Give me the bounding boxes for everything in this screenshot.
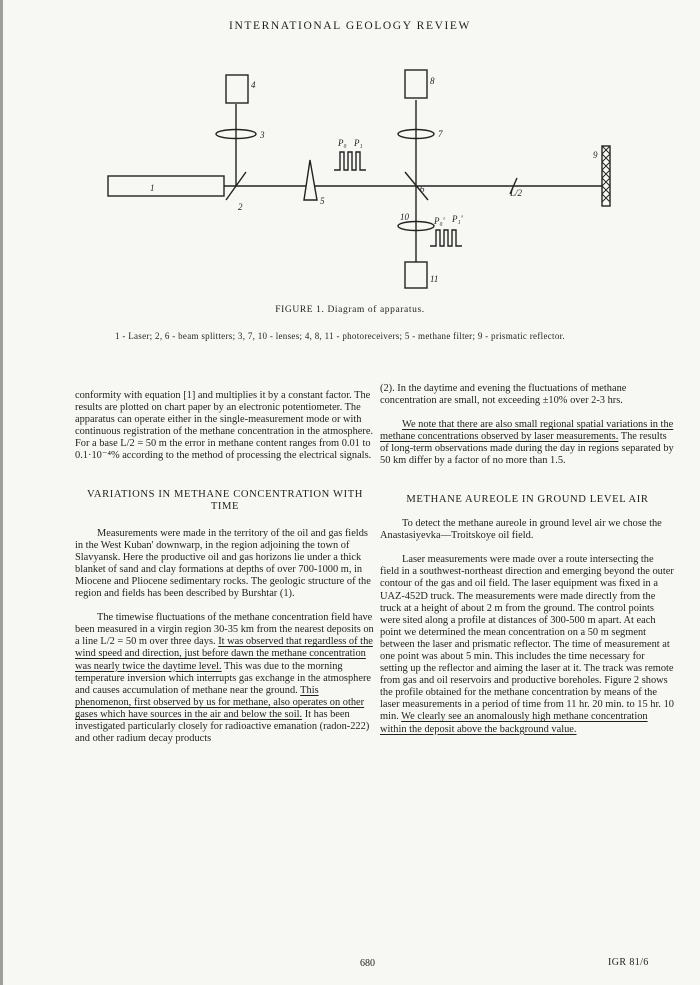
photoreceiver-11 (405, 262, 427, 288)
right-paragraph-1: (2). In the daytime and evening the fluctuations of methane concentration are small, not exceeding ±10% over 2-3 hrs. (380, 383, 627, 407)
label-11: 11 (430, 274, 439, 284)
label-8: 8 (430, 76, 435, 86)
left-p3-end: It has been investigated particularly closely for radioactive emanation (radon-222) and other radium decay products (75, 708, 370, 745)
label-6: 6 (420, 184, 425, 194)
photoreceiver-4 (226, 75, 248, 103)
right-p2-end: The results of long-term observations made during the day in regions separated by 50 km differ by a factor of no more than 1.5. (380, 431, 674, 467)
right-paragraph-3: To detect the methane aureole in ground level air we chose the Anastasiyevka—Troitskoye oil field. (380, 518, 662, 542)
right-paragraph-2 (380, 419, 675, 467)
page-number: 680 (360, 958, 375, 969)
left-paragraph-1: conformity with equation [1] and multiplies it by a constant factor. The results are plotted on chart paper by an electronic potentiometer. The apparatus can operate either in the single-measurement mode or with continuous registration of the methane concentration in the atmosphere. For a base L/2 = 50 m the error in methane content ranges from 0.01 to 0.1·10⁻⁴% according to the method of processing the electrical signals. (75, 390, 374, 462)
section-heading-aureole: METHANE AUREOLE IN GROUND LEVEL AIR (406, 493, 649, 505)
pulse-train-bottom (430, 230, 462, 246)
pulse-train-top (334, 152, 366, 170)
page-edge-shadow (0, 0, 3, 985)
left-paragraph-3 (75, 612, 375, 745)
left-p3-start: The timewise fluctuations of the methane concentration field have been measured in a virgin region 30-35 km from the nearest deposits on a line L/2 = 50 m over three days. (75, 612, 374, 648)
apparatus-diagram (90, 60, 650, 300)
label-p0-bottom: P₀' (434, 216, 445, 226)
label-7: 7 (438, 129, 443, 139)
right-p4-start: Laser measurements were made over a route intersecting the field in a southwest-northeast direction and emerging beyond the outer contour of the gas and oil field. The laser equipment was fixed in a UAZ-452D truck. The measurements were made directly from the truck at a height of about 2 m from the ground. The control points were sited along a profile at distances of 300-500 m apart. At each point we determined the mean concentration on a 50 m segment between the laser and prismatic reflector. The time of measurement at one point was about 5 min. This includes the time necessary for setting up the reflector and aiming the laser at it. The track was remote from gas and oil reservoirs and productive boreholes. Figure 2 shows the profile obtained for the methane concentration by means of the laser measurements in a period of time from 11 hr. 20 min. to 15 hr. 10 min. (380, 554, 674, 723)
label-l-half: L/2 (510, 188, 523, 198)
journal-header: INTERNATIONAL GEOLOGY REVIEW (229, 20, 471, 32)
label-10: 10 (400, 212, 409, 222)
figure-caption: FIGURE 1. Diagram of apparatus. (275, 305, 425, 315)
left-p3-underlined-2: This phenomenon, first observed by us for methane, also operates on other gases which have sources in the air and below the soil. (75, 684, 365, 720)
left-paragraph-2: Measurements were made in the territory of the oil and gas fields in the West Kuban' downwarp, in the region adjoining the town of Slavyansk. Here the productive oil and gas horizons lie under a thick blanket of sand and clay formations at depths of over 700-1000 m, in Miocene and Pliocene sedimentary rocks. The geologic structure of the region and fields has been described by Burshtar (1). (75, 527, 371, 600)
figure-legend: 1 - Laser; 2, 6 - beam splitters; 3, 7, 10 - lenses; 4, 8, 11 - photoreceivers; 5 - methane filter; 9 - prismatic reflector. (115, 331, 565, 341)
label-p1-top: P₁ (354, 138, 363, 148)
section-heading-variations: VARIATIONS IN METHANE CONCENTRATION WITH TIME (86, 488, 364, 513)
journal-code: IGR 81/6 (608, 957, 649, 968)
label-4: 4 (251, 80, 256, 90)
label-3: 3 (260, 130, 265, 140)
laser-box (108, 176, 224, 196)
methane-filter-5 (304, 160, 317, 200)
right-column (380, 383, 675, 736)
label-2: 2 (238, 202, 243, 212)
label-1: 1 (150, 183, 155, 193)
right-p4-underlined: We clearly see an anomalously high methane concentration within the deposit above the background value. (380, 711, 648, 735)
left-p3-underlined-1: It was observed that regardless of the wind speed and direction, just before dawn the methane concentration was nearly twice the daytime level. (75, 636, 373, 672)
label-p1-bottom: P₁' (452, 214, 463, 224)
label-p0-top: P₀ (338, 138, 347, 148)
right-p2-underlined: We note that there are also small regional spatial variations in the methane concentrations observed by laser measurements. (380, 419, 674, 443)
photoreceiver-8 (405, 70, 427, 98)
left-column (75, 390, 375, 745)
label-5: 5 (320, 196, 325, 206)
left-p3-middle: This was due to the morning temperature inversion which interrupts gas exchange in the atmosphere and causes accumulation of methane near the ground. (75, 660, 372, 696)
apparatus-diagram-svg (90, 60, 650, 300)
label-9: 9 (593, 150, 598, 160)
right-paragraph-4 (380, 554, 675, 735)
